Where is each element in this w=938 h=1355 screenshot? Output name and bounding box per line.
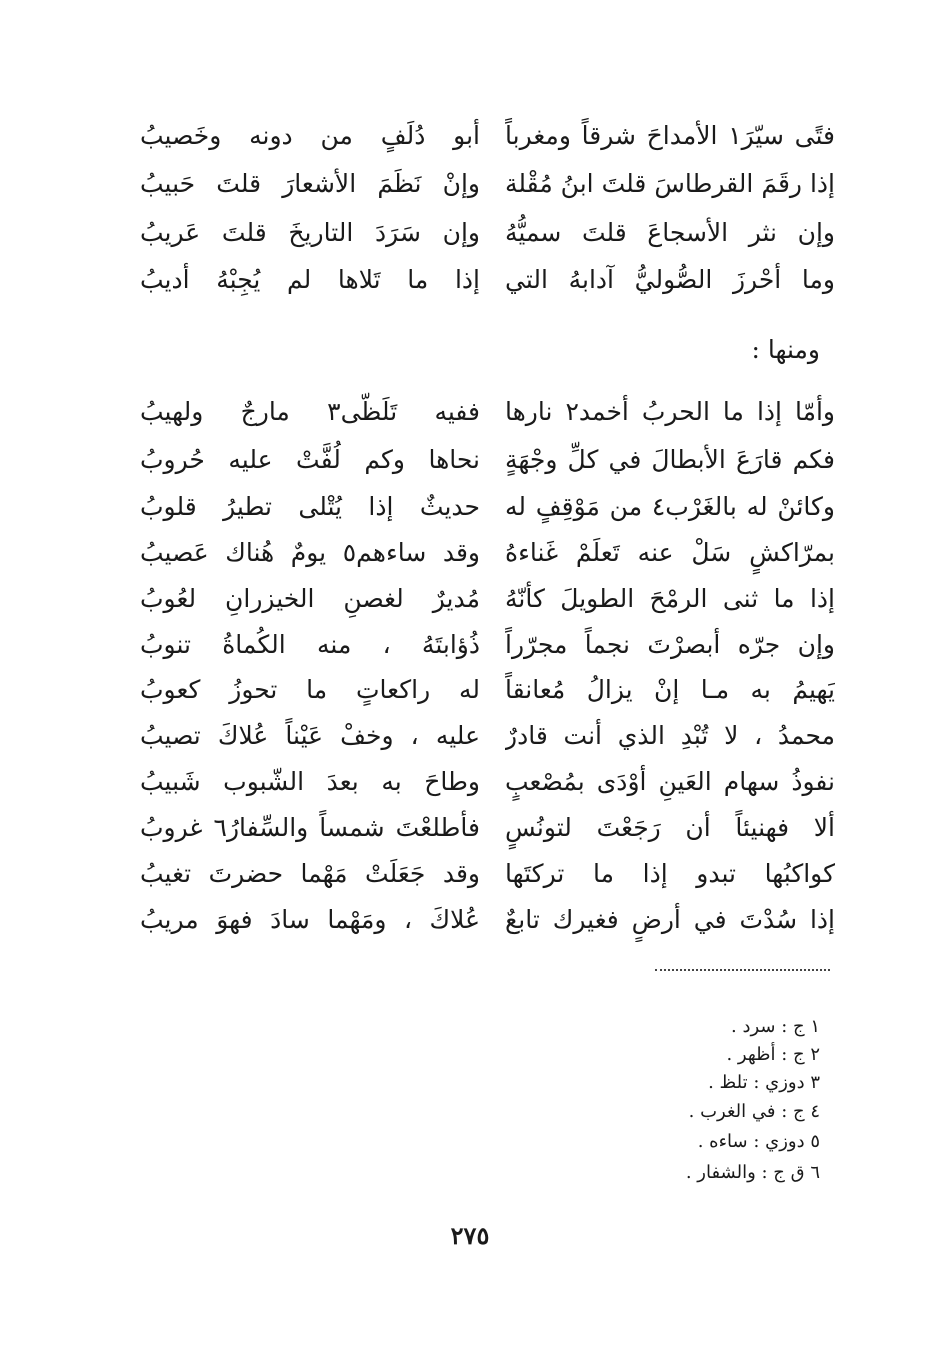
footnote: ١ ج : سرد .	[731, 1016, 820, 1037]
verse-line	[140, 531, 835, 575]
first-hemistich: نفوذُ سهام العَينِ أوْدَى بمُصْعبٍ	[505, 767, 835, 796]
second-hemistich: وقد ساءهم٥ يومٌ هُناك عَصيبُ	[140, 538, 480, 567]
second-hemistich: ففيه تَلَظّى٣ مارجٌ ولهيبُ	[140, 397, 480, 426]
verse-line	[140, 258, 835, 302]
verse-line	[140, 852, 835, 896]
verse-line	[140, 714, 835, 758]
verse-line	[140, 114, 835, 158]
first-hemistich: وما أحْرزَ الصُّوليُّ آدابهُ التي	[505, 265, 835, 294]
footnote: ٥ دوزي : ساءه .	[697, 1131, 820, 1152]
verse-line	[140, 438, 835, 482]
verse-line	[140, 898, 835, 942]
verse-line	[140, 162, 835, 206]
page-number: ٢٧٥	[450, 1221, 490, 1250]
verse-line	[140, 806, 835, 850]
footnote: ٣ دوزي : تلظ .	[708, 1072, 820, 1093]
section-heading: ومنها :	[751, 335, 820, 364]
verse-line	[140, 668, 835, 712]
second-hemistich: ذُؤابتَهُ ، منه الكُماةُ تنوبُ	[140, 630, 480, 659]
footnote: ٦ ق ج : والشفار .	[685, 1162, 820, 1183]
first-hemistich: محمدُ ، لا تُبْدِ الذي أنت قادرٌ	[505, 721, 835, 750]
first-hemistich: فتًى سيّرَ١ الأمداحَ شرقاً ومغرباً	[505, 121, 835, 150]
footnote: ٢ ج : أظهر .	[726, 1044, 820, 1065]
second-hemistich: أبو دُلَفٍ من دونه وخَصيبُ	[140, 121, 480, 150]
verse-line	[140, 760, 835, 804]
second-hemistich: عُلاكَ ، ومَهْما سادَ فهوَ مريبُ	[140, 905, 480, 934]
second-hemistich: نحاها وكم لُفَّتْ عليه حُروبُ	[140, 445, 480, 474]
first-hemistich: وإن جرّه أبصرْتَ نجماً مجرّراً	[505, 630, 835, 659]
footnote-divider	[655, 969, 830, 971]
second-hemistich: مُديرٌ لغصنِ الخيزرانِ لعُوبُ	[140, 584, 480, 613]
second-hemistich: عليه ، وخفْ عَيْناً عُلاكَ تصيبُ	[140, 721, 480, 750]
second-hemistich: وإن سَرَدَ التاريخَ قلتَ عَريبُ	[140, 218, 480, 247]
second-hemistich: إذا ما تَلاها لم يُجِبْهُ أديبُ	[140, 265, 480, 294]
first-hemistich: ألا فهنيئاً أن رَجَعْتَ لتونُسٍ	[505, 813, 835, 842]
second-hemistich: حديثٌ إذا يُتْلى تطيرُ قلوبُ	[140, 492, 480, 521]
footnote: ٤ ج : في الغرب .	[688, 1101, 820, 1122]
second-hemistich: فأطلعْتَ شمساً والسِّفارُ٦ غروبُ	[140, 813, 480, 842]
verse-line	[140, 485, 835, 529]
second-hemistich: وطاحَ به بعدَ الشّبوب شَبيبُ	[140, 767, 480, 796]
second-hemistich: وإنْ نَظَمَ الأشعارَ قلتَ حَبيبُ	[140, 169, 480, 198]
first-hemistich: وأمّا إذا ما الحربُ أخمد٢ نارها	[505, 397, 835, 426]
first-hemistich: فكم قارَعَ الأبطالَ في كلِّ وجْهَةٍ	[505, 445, 835, 474]
second-hemistich: وقد جَعَلَتْ مَهْما حضرتَ تغيبُ	[140, 859, 480, 888]
first-hemistich: إذا رقَمَ القرطاسَ قلتَ ابنُ مُقْلة	[505, 169, 835, 198]
verse-line	[140, 577, 835, 621]
first-hemistich: يَهيمُ به مـا إنْ يزالُ مُعانقاً	[505, 675, 835, 704]
first-hemistich: كواكبُها تبدو إذا ما تركتَها	[505, 859, 835, 888]
verse-line	[140, 390, 835, 434]
verse-line	[140, 623, 835, 667]
second-hemistich: له راكعاتٍ ما تحوزُ كعوبُ	[140, 675, 480, 704]
first-hemistich: إذا ما ثنى الرمْحَ الطويلَ كأنّهُ	[505, 584, 835, 613]
verse-line	[140, 211, 835, 255]
first-hemistich: وكائنْ له بالغَرْب٤ من مَوْقِفٍ له	[505, 492, 835, 521]
first-hemistich: إذا سُدْتَ في أرضٍ فغيرك تابعٌ	[505, 905, 835, 934]
first-hemistich: وإن نثر الأسجاعَ قلتَ سميُّهُ	[505, 218, 835, 247]
first-hemistich: بمرّاكشٍ سَلْ عنه تَعلَمْ غَناءهُ	[505, 538, 835, 567]
